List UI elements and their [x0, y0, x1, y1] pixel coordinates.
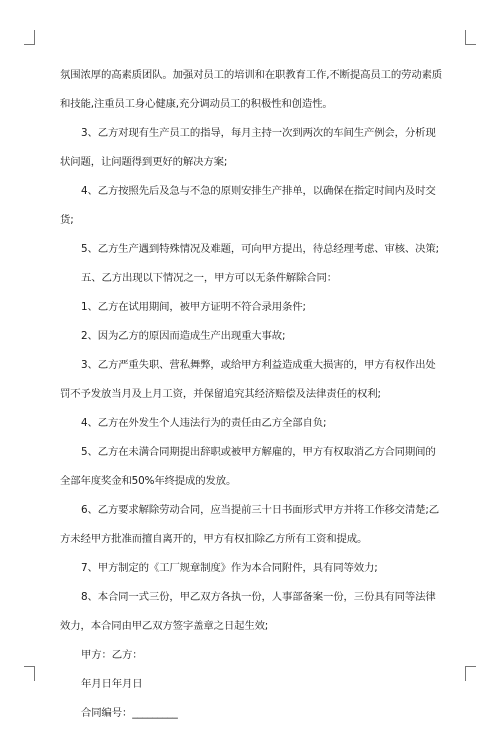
- text-line: 方未经甲方批准而擅自离开的，甲方有权扣除乙方所有工资和提成。: [60, 533, 368, 545]
- document-body: [60, 66, 443, 733]
- signature-dates: 年月日年月日: [81, 678, 143, 690]
- text-line: 8、本合同一式三份，甲乙双方各执一份，人事部备案一份，三份具有同等法律: [81, 591, 436, 603]
- text-line: 效力，本合同由甲乙双方签字盖章之日起生效;: [60, 620, 269, 632]
- text-line: 3、乙方对现有生产员工的指导，每月主持一次到两次的车间生产例会，分析现: [81, 127, 436, 139]
- text-line: 1、乙方在试用期间，被甲方证明不符合录用条件;: [81, 301, 306, 313]
- text-line: 3、乙方严重失职、营私舞弊，或给甲方利益造成重大损害的，甲方有权作出处: [81, 359, 436, 371]
- text-line: 罚不予发放当月及上月工资，并保留追究其经济赔偿及法律责任的权利;: [60, 388, 381, 400]
- text-line: 5、乙方在未满合同期提出辞职或被甲方解雇的，甲方有权取消乙方合同期间的: [81, 446, 436, 458]
- crop-mark-top-right: [465, 30, 476, 45]
- signature-parties: 甲方：乙方：: [81, 649, 143, 661]
- text-line: 6、乙方要求解除劳动合同，应当提前三十日书面形式甲方并将工作移交清楚;乙: [81, 504, 439, 516]
- text-line: 7、甲方制定的《工厂规章制度》作为本合同附件，具有同等效力;: [81, 562, 378, 574]
- crop-mark-top-left: [24, 30, 35, 45]
- crop-mark-bottom-right: [465, 666, 476, 681]
- text-line: 和技能,注重员工身心健康,充分调动员工的积极性和创造性。: [60, 98, 333, 110]
- contract-number: 合同编号：_________: [81, 707, 178, 719]
- text-line: 4、乙方按照先后及急与不急的原则安排生产排单，以确保在指定时间内及时交: [81, 185, 436, 197]
- text-line: 4、乙方在外发生个人违法行为的责任由乙方全部自负;: [81, 417, 327, 429]
- text-line: 全部年度奖金和50%年终提成的发放。: [60, 475, 237, 487]
- text-line: 状问题，让问题得到更好的解决方案;: [60, 156, 228, 168]
- text-line: 货;: [60, 214, 74, 226]
- text-line: 2、因为乙方的原因而造成生产出现重大事故;: [81, 330, 286, 342]
- crop-mark-bottom-left: [24, 666, 35, 681]
- section-heading: 五、乙方出现以下情况之一，甲方可以无条件解除合同：: [81, 272, 338, 284]
- text-line: 5、乙方生产遇到特殊情况及难题，可向甲方提出，待总经理考虑、审核、决策;: [81, 243, 439, 255]
- text-line: 氛围浓厚的高素质团队。加强对员工的培训和在职教育工作,不断提高员工的劳动素质: [60, 69, 443, 81]
